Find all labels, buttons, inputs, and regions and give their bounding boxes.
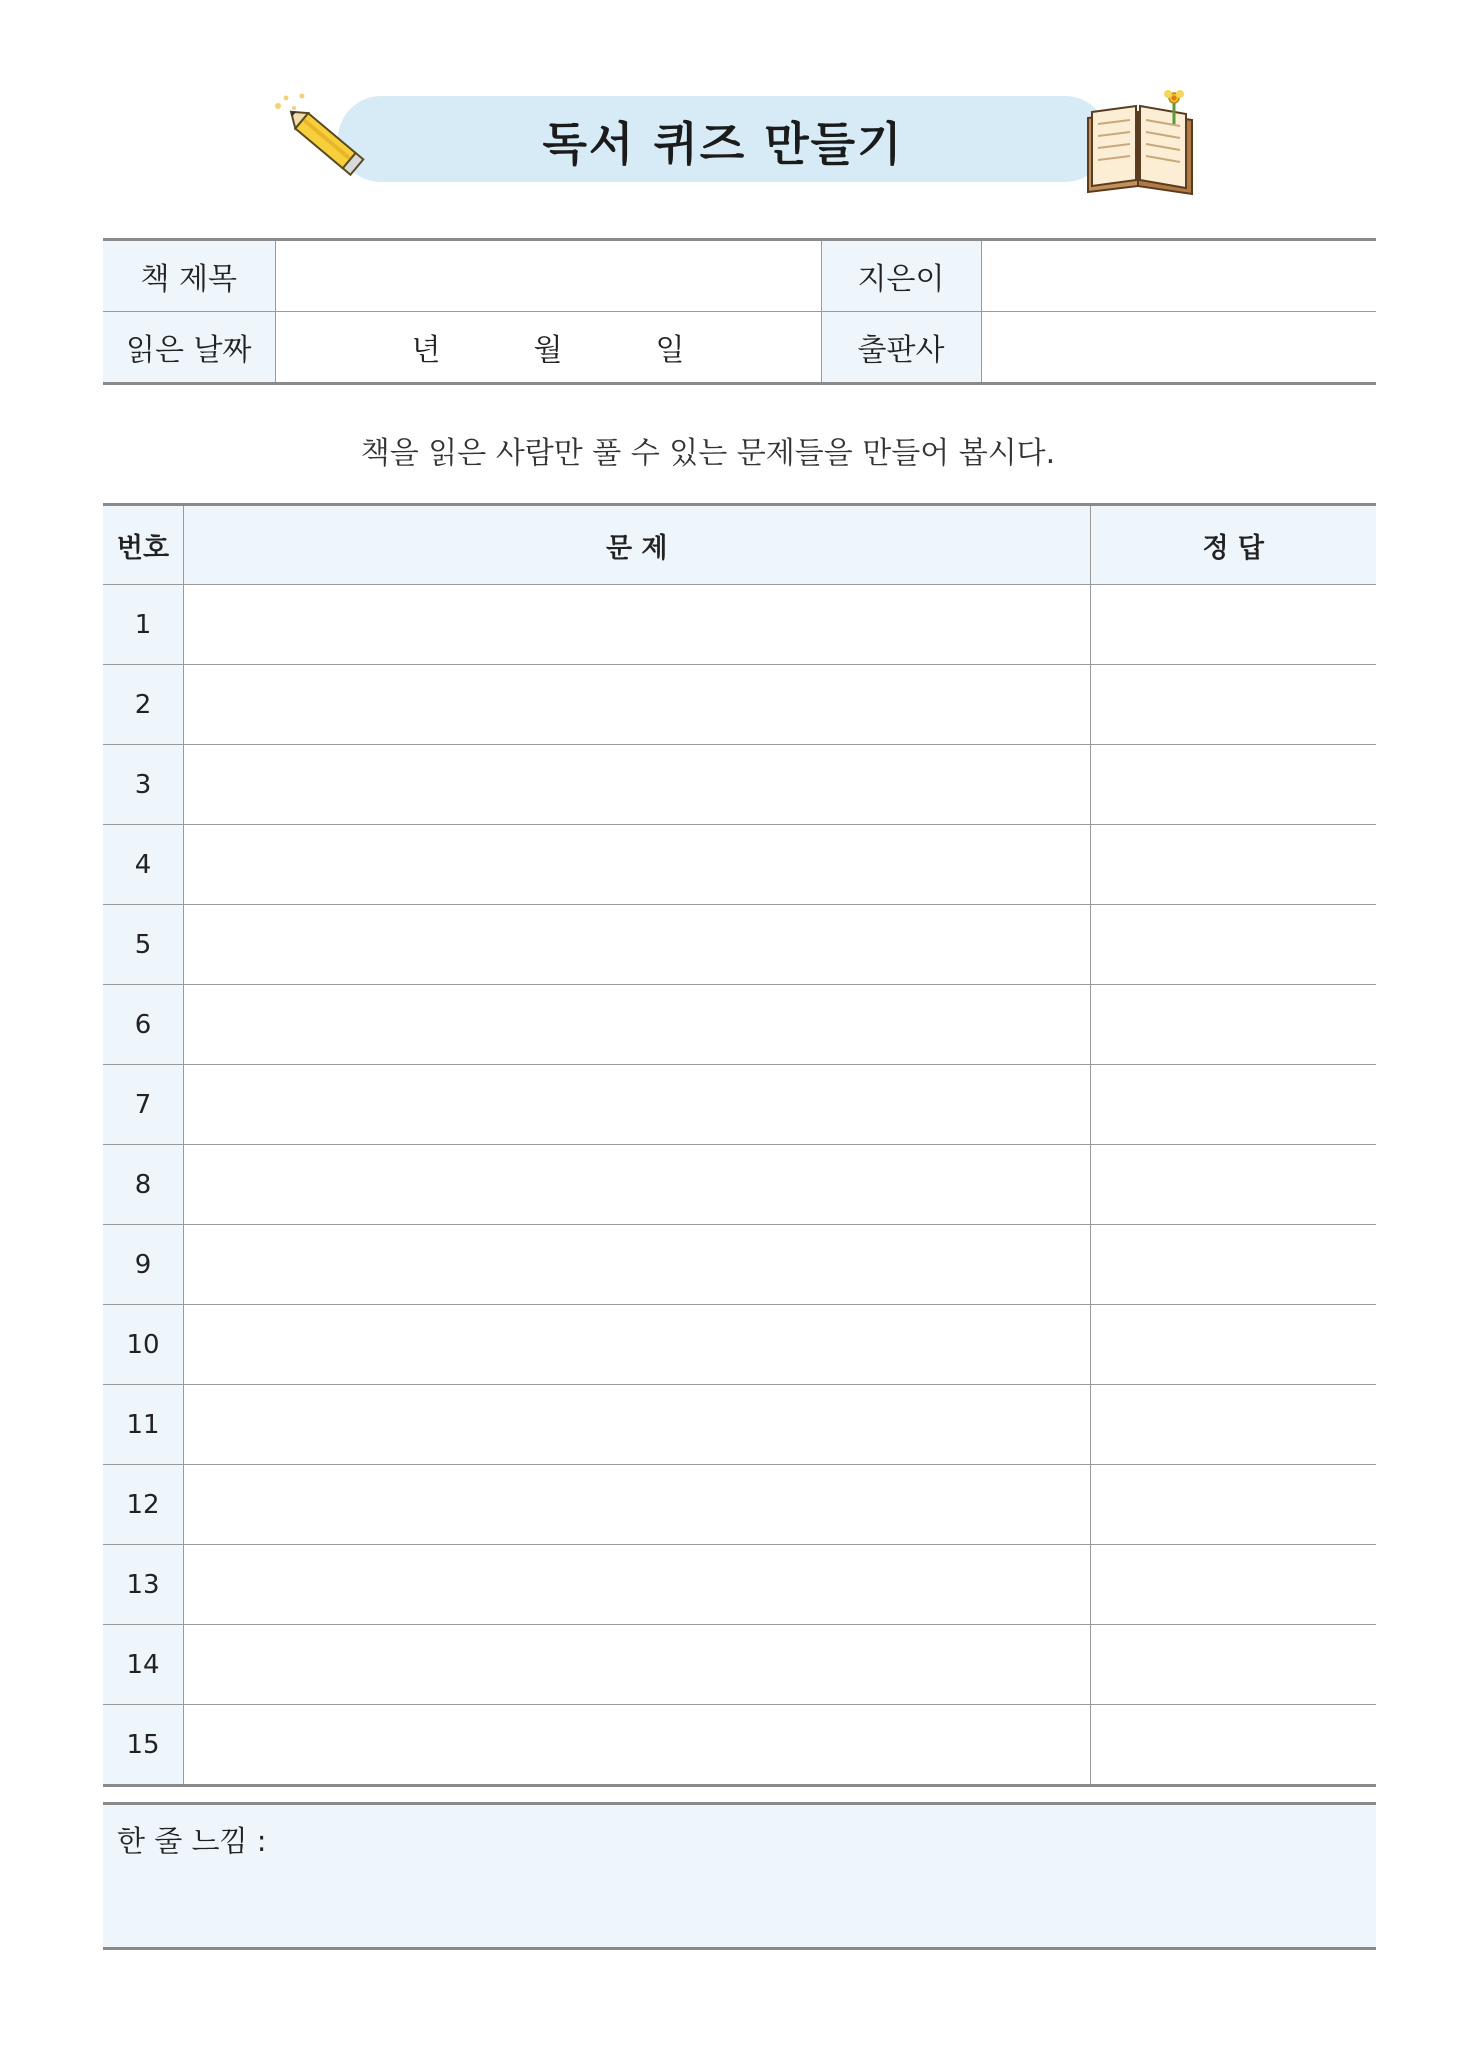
book-title-label: 책 제목 — [103, 240, 275, 312]
table-row — [103, 585, 1376, 665]
question-cell[interactable] — [184, 1705, 1091, 1786]
table-row — [103, 1385, 1376, 1465]
question-cell[interactable] — [184, 1305, 1091, 1385]
publisher-field[interactable] — [981, 312, 1376, 384]
row-number: 11 — [103, 1385, 184, 1465]
row-number: 12 — [103, 1465, 184, 1545]
table-row — [103, 1465, 1376, 1545]
table-row — [103, 1625, 1376, 1705]
row-number: 4 — [103, 825, 184, 905]
answer-cell[interactable] — [1090, 905, 1376, 985]
answer-cell[interactable] — [1090, 1305, 1376, 1385]
question-cell[interactable] — [184, 1385, 1091, 1465]
table-row — [103, 985, 1376, 1065]
table-row — [103, 1145, 1376, 1225]
impression-box[interactable] — [103, 1802, 1376, 1950]
row-number: 13 — [103, 1545, 184, 1625]
row-number: 9 — [103, 1225, 184, 1305]
table-row — [103, 745, 1376, 825]
table-row — [103, 1225, 1376, 1305]
question-cell[interactable] — [184, 1465, 1091, 1545]
page-title: 독서 퀴즈 만들기 — [542, 117, 904, 171]
table-row — [103, 825, 1376, 905]
table-row — [103, 1705, 1376, 1786]
answer-cell[interactable] — [1090, 745, 1376, 825]
answer-cell[interactable] — [1090, 665, 1376, 745]
table-row — [103, 665, 1376, 745]
question-cell[interactable] — [184, 745, 1091, 825]
impression-label: 한 줄 느낌 : — [117, 1824, 267, 1858]
answer-cell[interactable] — [1090, 1625, 1376, 1705]
quiz-rows — [103, 585, 1376, 1786]
answer-cell[interactable] — [1090, 1065, 1376, 1145]
row-number: 6 — [103, 985, 184, 1065]
column-header-answer: 정 답 — [1090, 505, 1376, 585]
row-number: 3 — [103, 745, 184, 825]
answer-cell[interactable] — [1090, 825, 1376, 905]
author-label: 지은이 — [821, 240, 981, 312]
answer-cell[interactable] — [1090, 1385, 1376, 1465]
instruction-text: 책을 읽은 사람만 풀 수 있는 문제들을 만들어 봅시다. — [360, 436, 1056, 471]
row-number: 7 — [103, 1065, 184, 1145]
date-month-label: 월 — [533, 333, 563, 368]
row-number: 1 — [103, 585, 184, 665]
book-info-table — [103, 238, 1376, 385]
row-number: 2 — [103, 665, 184, 745]
question-cell[interactable] — [184, 1145, 1091, 1225]
book-icon — [1076, 90, 1206, 200]
publisher-label: 출판사 — [821, 312, 981, 384]
column-header-question: 문 제 — [184, 505, 1091, 585]
question-cell[interactable] — [184, 1545, 1091, 1625]
row-number: 5 — [103, 905, 184, 985]
answer-cell[interactable] — [1090, 1225, 1376, 1305]
answer-cell[interactable] — [1090, 1465, 1376, 1545]
question-cell[interactable] — [184, 825, 1091, 905]
quiz-table — [103, 503, 1376, 1787]
answer-cell[interactable] — [1090, 1705, 1376, 1786]
row-number: 10 — [103, 1305, 184, 1385]
table-row — [103, 1065, 1376, 1145]
answer-cell[interactable] — [1090, 1545, 1376, 1625]
row-number: 15 — [103, 1705, 184, 1786]
read-date-label: 읽은 날짜 — [103, 312, 275, 384]
answer-cell[interactable] — [1090, 985, 1376, 1065]
question-cell[interactable] — [184, 905, 1091, 985]
table-row — [103, 1305, 1376, 1385]
author-field[interactable] — [981, 240, 1376, 312]
question-cell[interactable] — [184, 1065, 1091, 1145]
date-year-label: 년 — [411, 333, 441, 368]
question-cell[interactable] — [184, 1625, 1091, 1705]
row-number: 14 — [103, 1625, 184, 1705]
table-row — [103, 905, 1376, 985]
table-row — [103, 1545, 1376, 1625]
column-header-number: 번호 — [103, 505, 184, 585]
question-cell[interactable] — [184, 585, 1091, 665]
book-title-field[interactable] — [275, 240, 821, 312]
date-day-label: 일 — [655, 333, 685, 368]
question-cell[interactable] — [184, 1225, 1091, 1305]
answer-cell[interactable] — [1090, 585, 1376, 665]
answer-cell[interactable] — [1090, 1145, 1376, 1225]
row-number: 8 — [103, 1145, 184, 1225]
question-cell[interactable] — [184, 985, 1091, 1065]
question-cell[interactable] — [184, 665, 1091, 745]
read-date-field[interactable] — [275, 312, 821, 384]
